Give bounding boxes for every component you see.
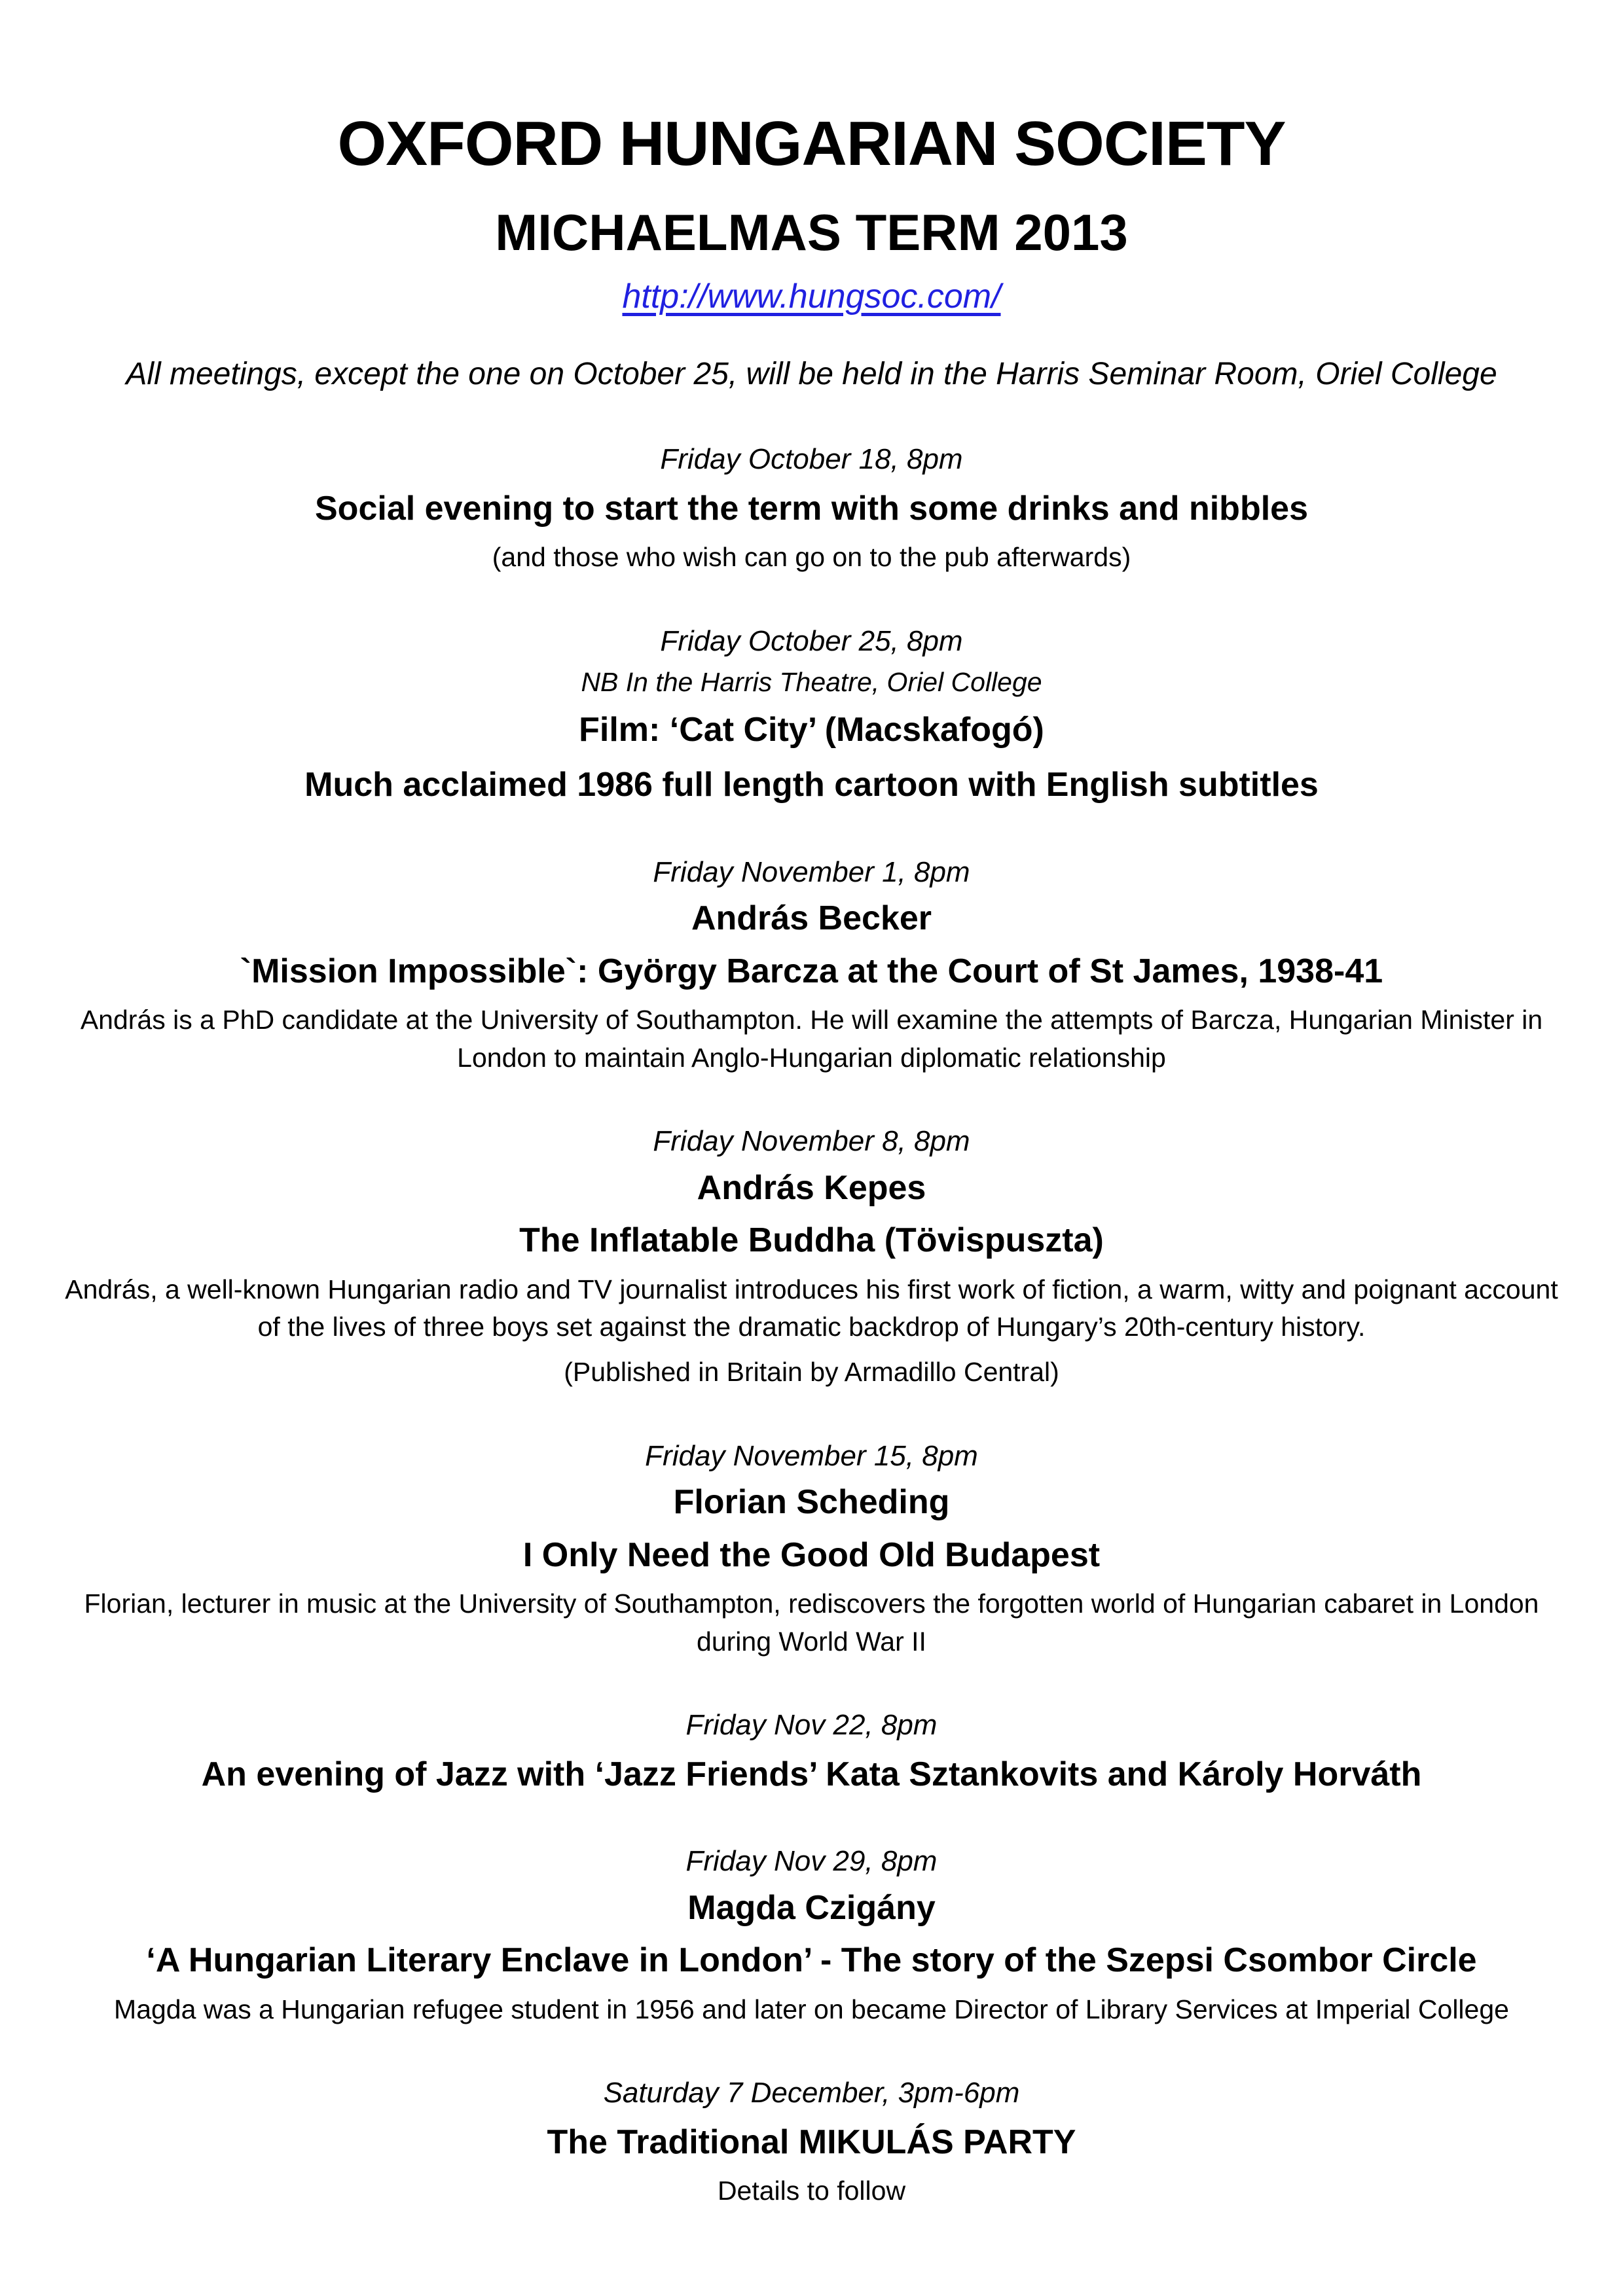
event-description: (Published in Britain by Armadillo Central) bbox=[564, 1357, 1059, 1388]
event-title: `Mission Impossible`: György Barcza at the Court of St James, 1938-41 bbox=[240, 952, 1383, 990]
event-speaker: András Kepes bbox=[697, 1168, 926, 1207]
event-title: Film: ‘Cat City’ (Macskafogó) bbox=[579, 711, 1044, 749]
event-block bbox=[0, 443, 1623, 577]
event-title: I Only Need the Good Old Budapest bbox=[522, 1535, 1101, 1574]
event-date: Saturday 7 December, 3pm-6pm bbox=[603, 2077, 1020, 2109]
event-description: Magda was a Hungarian refugee student in 1956 and later on became Director of Library Services at Imperial College bbox=[114, 1994, 1509, 2024]
event-description: Details to follow bbox=[717, 2176, 906, 2206]
event-block bbox=[0, 1125, 1623, 1391]
event-block bbox=[0, 1709, 1623, 1797]
event-description: András, a well-known Hungarian radio and TV journalist introduces his first work of fiction, a warm, witty and poignant account of the lives of three boys set against the dramatic backdrop of Hungary’s 20th-century history. bbox=[65, 1274, 1558, 1342]
website-link-row bbox=[0, 277, 1623, 316]
page-subtitle: MICHAELMAS TERM 2013 bbox=[495, 203, 1128, 261]
event-title: Social evening to start the term with some drinks and nibbles bbox=[315, 489, 1308, 528]
event-date: Friday November 8, 8pm bbox=[653, 1124, 970, 1157]
event-description: András is a PhD candidate at the University of Southampton. He will examine the attempts of Barcza, Hungarian Minister in London to maintain Anglo-Hungarian diplomatic relationship bbox=[80, 1005, 1543, 1073]
event-block bbox=[0, 1845, 1623, 2028]
venue-note: All meetings, except the one on October 25, will be held in the Harris Seminar Room, Oriel College bbox=[126, 356, 1497, 391]
event-date: Friday Nov 22, 8pm bbox=[685, 1709, 938, 1742]
event-speaker: András Becker bbox=[691, 899, 932, 938]
event-date: Friday November 1, 8pm bbox=[653, 855, 970, 888]
event-title: ‘A Hungarian Literary Enclave in London’ - The story of the Szepsi Csombor Circle bbox=[146, 1941, 1477, 1980]
event-date: Friday October 25, 8pm bbox=[660, 624, 963, 657]
page-title: OXFORD HUNGARIAN SOCIETY bbox=[337, 109, 1286, 179]
event-date: Friday Nov 29, 8pm bbox=[685, 1845, 938, 1878]
event-speaker: Magda Czigány bbox=[687, 1888, 936, 1927]
event-block bbox=[0, 856, 1623, 1077]
event-date: Friday November 15, 8pm bbox=[645, 1439, 978, 1472]
event-title: The Traditional MIKULÁS PARTY bbox=[547, 2123, 1076, 2161]
event-title: Much acclaimed 1986 full length cartoon with English subtitles bbox=[304, 765, 1319, 804]
event-block bbox=[0, 625, 1623, 808]
event-title: The Inflatable Buddha (Tövispuszta) bbox=[519, 1221, 1104, 1259]
event-description: (and those who wish can go on to the pub afterwards) bbox=[492, 542, 1131, 573]
event-description: Florian, lecturer in music at the University of Southampton, rediscovers the forgotten world of Hungarian cabaret in London during World War II bbox=[84, 1588, 1539, 1657]
event-date: Friday October 18, 8pm bbox=[660, 443, 963, 476]
events-list bbox=[0, 443, 1623, 2210]
website-link[interactable]: http://www.hungsoc.com/ bbox=[622, 277, 1001, 315]
event-nb-note: NB In the Harris Theatre, Oriel College bbox=[581, 667, 1042, 698]
event-block bbox=[0, 1440, 1623, 1660]
event-speaker: Florian Scheding bbox=[673, 1483, 950, 1522]
event-title: An evening of Jazz with ‘Jazz Friends’ Kata Sztankovits and Károly Horváth bbox=[201, 1755, 1422, 1793]
event-block bbox=[0, 2077, 1623, 2210]
